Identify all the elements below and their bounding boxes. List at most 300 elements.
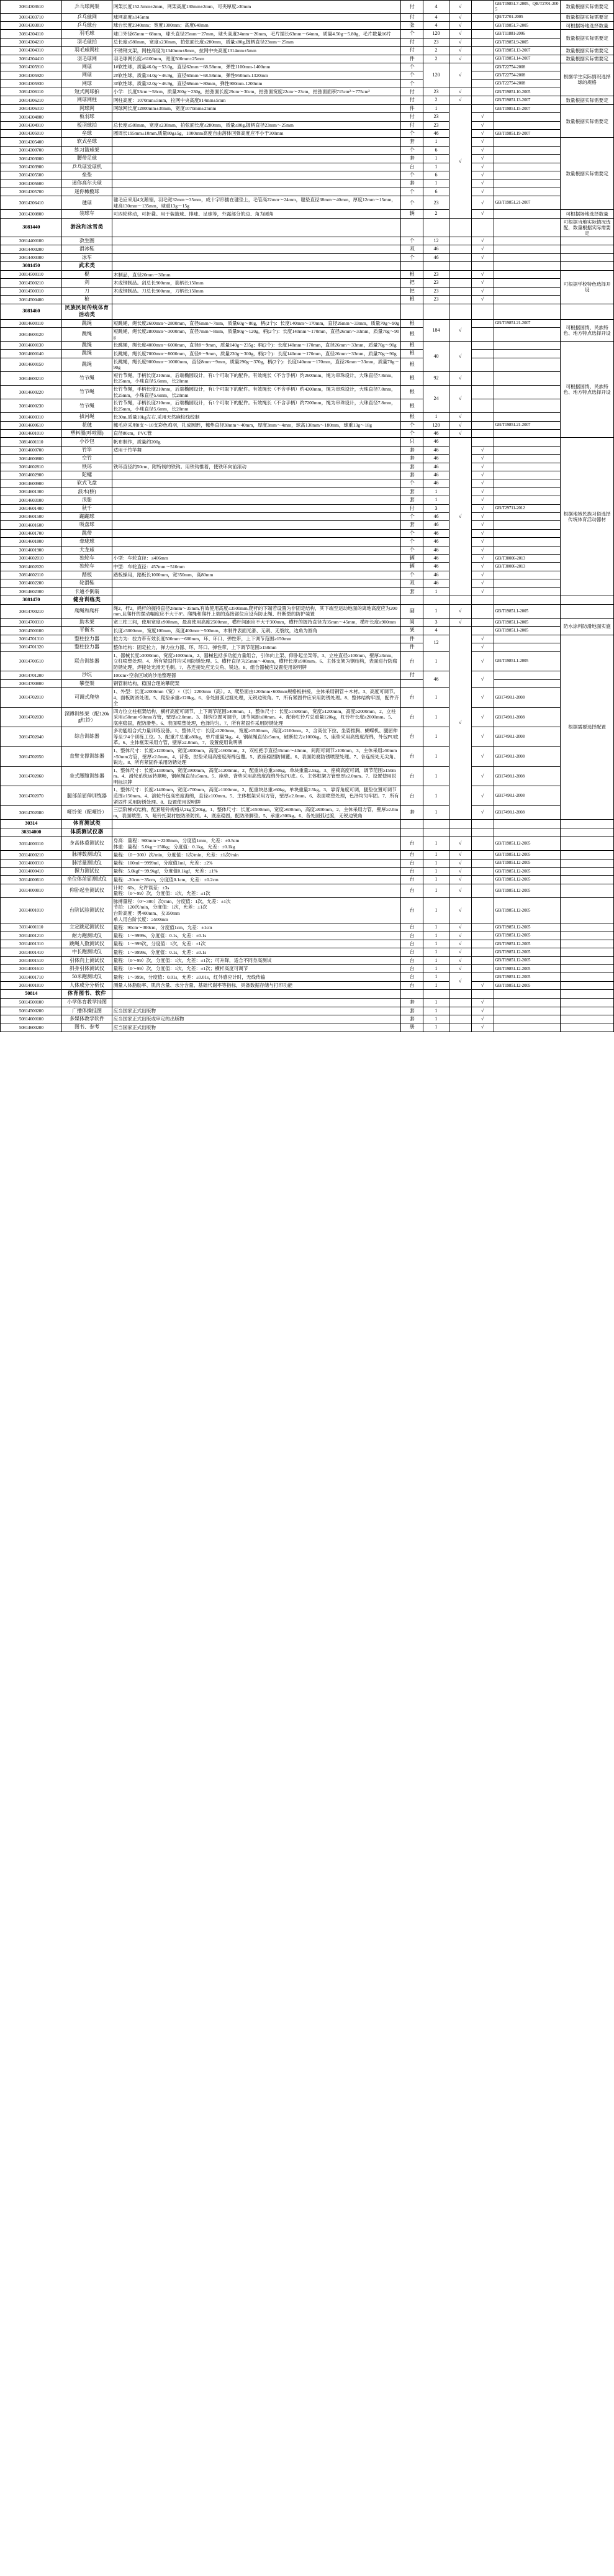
table-row [1,179,614,188]
item-remark-cell [561,245,614,253]
item-name-cell: 体育测试类 [62,820,112,828]
item-name-cell: 板羽球拍 [62,121,112,129]
item-name-cell: 整柱拉力器 [62,643,112,651]
item-name-cell: 武术类 [62,262,112,271]
item-code-cell: 30814305500 [1,171,62,179]
item-quantity-cell: 46 [423,130,449,138]
item-standard-cell [494,146,561,154]
item-code-cell: 30814601500 [1,512,62,520]
table-row [1,727,614,747]
item-remark-cell [561,973,614,981]
item-standard-cell: GB/T19851.12-2005 [494,981,561,989]
item-name-cell: 塑料圈(呼啦圈) [62,430,112,438]
item-code-cell: 30314001610 [1,965,62,973]
item-opt-cell [471,828,494,837]
item-basic-check-cell: √ [449,342,471,372]
item-quantity-cell: 23 [423,296,449,304]
item-unit-cell: 件 [401,643,423,651]
item-unit-cell: 台 [401,948,423,956]
item-standard-cell [494,413,561,421]
item-code-cell: 30814305910 [1,63,62,71]
item-optional-check-cell: √ [471,146,494,154]
item-unit-cell: 辆 [401,563,423,571]
item-code-cell: 30814600230 [1,399,62,413]
item-spec-cell: 量程：5.0kgf～99.9kgf，分度值0.1kgf，允差：±1% [112,867,401,875]
table-row [1,163,614,171]
item-standard-cell [494,342,561,350]
item-basic-check-cell: √ [449,884,471,897]
item-code-cell: 30814602300 [1,587,62,596]
item-code-cell: 30814701320 [1,643,62,651]
item-spec-cell: 球网高度≥145mm [112,13,401,21]
table-row [1,319,614,327]
item-code-cell: 30814700210 [1,604,62,618]
item-standard-cell [494,279,561,287]
item-must-cell [449,596,471,604]
item-name-cell: 冰车 [62,253,112,261]
item-name-cell: 仰卧起坐测试仪 [62,884,112,897]
item-spec-cell [112,179,401,188]
item-quantity-cell: 1 [423,155,449,163]
item-optional-check-cell: √ [471,1015,494,1023]
item-spec-cell: 可四轮移动，可折叠。用于装篮球、排球、足球等，外露部分的边、角为圆角 [112,210,401,218]
item-unit-cell: 个 [401,71,423,79]
item-code-cell: 30314001710 [1,973,62,981]
item-name-cell: 多媒体教学软件 [62,1015,112,1023]
item-standard-cell: GB17498.1-2008 [494,786,561,806]
item-code-cell: 30814300700 [1,146,62,154]
item-basic-check-cell: √ [449,413,471,421]
item-name-cell: 跳绳 [62,358,112,371]
item-unit-cell: 台 [401,727,423,747]
item-code-cell: 30814702030 [1,707,62,727]
item-name-cell: 脉搏数测试仪 [62,851,112,859]
item-opt-cell [471,304,494,319]
item-spec-cell: 四方位立柱框架结构，横杆高度可调节，上下调节范围≥400mm。1、整体尺寸：长度≥1500mm，宽度≥1200mm，高度≥2000mm。2、立柱采用≥50mm×50mm方管，壁厚≥2.0mm。3、挂钩位置可调节，调节间距≤80mm。4、配套杠铃片总重量120kg，杠铃杆长度≥2000mm。5、底座稳固，配防滑垫。6、表面喷塑处理，色泽均匀。7、所有紧固件采用防锈处理 [112,707,401,727]
item-optional-check-cell: √ [471,138,494,146]
item-unit-cell: 根 [401,350,423,358]
item-name-cell: 网球网柱 [62,96,112,104]
table-row [1,430,614,438]
item-unit-cell: 套 [401,496,423,504]
item-standard-cell [494,999,561,1007]
item-code-cell: 30814601400 [1,504,62,512]
item-unit-cell: 个 [401,253,423,261]
item-standard-cell: GB/T19851.12-2005 [494,884,561,897]
item-basic-check-cell [449,279,471,287]
table-row [1,806,614,820]
item-optional-check-cell [471,1,494,14]
item-quantity-cell: 1 [423,948,449,956]
item-optional-check-cell: √ [471,635,494,643]
item-quantity-cell: 23 [423,196,449,210]
table-row [1,923,614,932]
item-spec-cell: 网球网长度12800mm±30mm，宽度1070mm±25mm [112,104,401,112]
item-name-cell: 乒乓球网架 [62,1,112,14]
item-code-cell: 30814600700 [1,446,62,454]
table-row [1,79,614,88]
item-spec-cell: 身高：量程：900mm～2200mm，分度值1mm，允差：±0.5cm 体重：量程：5.0kg～150kg；分度值：0.1kg，允差：±0.1kg [112,837,401,851]
item-basic-check-cell: √ [449,21,471,29]
item-name-cell: 小沙包 [62,438,112,446]
item-standard-cell: GB/T19851.12-2005 [494,948,561,956]
table-row [1,304,614,319]
item-name-cell: 可调式爬垫 [62,687,112,707]
item-quantity-cell: 4 [423,13,449,21]
item-code-cell: 30814600220 [1,386,62,399]
item-code-cell: 30814600800 [1,455,62,463]
item-spec-cell [112,188,401,196]
item-quantity-cell: 3 [423,504,449,512]
item-unit-cell: 台 [401,851,423,859]
item-optional-check-cell [471,342,494,350]
item-optional-check-cell [471,932,494,940]
item-spec-cell [112,479,401,488]
item-spec-cell: 短跳绳，绳长度2800mm～3000mm，直径7mm～8mm，质量90g～120g，柄(2个)：长度140mm～170mm，直径26mm～33mm，质量70g～90g [112,327,401,341]
item-standard-cell [494,521,561,529]
item-name-cell: 腿部前屈伸训练器 [62,786,112,806]
item-spec-cell [112,504,401,512]
item-unit-cell: 个 [401,30,423,38]
item-name-cell: 小学体育教学挂图 [62,999,112,1007]
item-optional-check-cell [471,876,494,884]
item-code-cell: 30814500400 [1,296,62,304]
item-name-cell: 秋千 [62,504,112,512]
item-quantity-cell: 1 [423,940,449,948]
item-unit-cell: 付 [401,504,423,512]
item-remark-cell: 根据地域民族习俗选择传统体育活动器材 [561,438,614,596]
item-basic-check-cell: √ [449,430,471,438]
item-unit-cell: 台 [401,867,423,875]
item-name-cell: 立定跳远测试仪 [62,923,112,932]
item-remark-cell [561,876,614,884]
item-name-cell: 体育图书、软件 [62,990,112,999]
item-code-cell: 30314000310 [1,859,62,867]
item-name-cell: 中长跑测试仪 [62,948,112,956]
item-standard-cell [494,496,561,504]
item-basic-check-cell: √ [449,932,471,940]
item-optional-check-cell [471,88,494,96]
item-unit-cell [401,820,423,828]
item-spec-cell: 测量人体脂肪率、肌肉含量、水分含量、基础代谢率等指标，具备数据存储与打印功能 [112,981,401,989]
item-remark-cell: 可根据场地选择数量 [561,210,614,218]
item-basic-check-cell: √ [449,618,471,626]
item-basic-check-cell: √ [449,38,471,46]
item-optional-check-cell: √ [471,279,494,287]
item-code-cell: 30814601700 [1,529,62,537]
item-optional-check-cell: √ [471,463,494,471]
item-code-cell: 30314000 [1,828,62,837]
item-remark-cell: 可根据国情、民族特色、地方特点选择开设 [561,342,614,438]
item-quantity-cell: 1 [423,999,449,1007]
table-row [1,471,614,479]
item-standard-cell: GB/T19851.12-2005 [494,897,561,923]
item-name-cell: 吸盘球 [62,521,112,529]
item-spec-cell: 羽毛球网长度≥6100mm，宽度500mm±25mm [112,55,401,63]
item-quantity-cell: 46 [423,253,449,261]
item-standard-cell [494,358,561,371]
item-standard-cell: GB/T30006-2013 [494,563,561,571]
item-remark-cell [561,604,614,618]
item-spec-cell: 圆周长195mm±10mm,质量80g±5g，1000mm高度自由落体回弹高度应不小于300mm [112,130,401,138]
item-quantity-cell: 46 [423,479,449,488]
item-standard-cell [494,828,561,837]
item-code-cell: 30814600120 [1,327,62,341]
item-name-cell: 网球 [62,79,112,88]
item-spec-cell: 木制品，直径20mm～30mm [112,271,401,279]
item-spec-cell [112,488,401,496]
item-standard-cell: GB17498.1-2008 [494,727,561,747]
item-code-cell: 30314001410 [1,948,62,956]
item-remark-cell: 数量根据实际需要定 [561,138,614,210]
item-basic-check-cell: √ [449,859,471,867]
item-basic-check-cell: √ [449,104,471,218]
item-standard-cell [494,546,561,554]
table-row [1,358,614,371]
item-standard-cell [494,327,561,341]
item-basic-check-cell [449,296,471,304]
table-row [1,479,614,488]
item-remark-cell: 数量根据实际需要定 [561,13,614,21]
item-spec-cell: 量程：（0～99）次，分度值：1次，允差：±1次；横杆高度可调节 [112,965,401,973]
item-unit-cell: 套 [401,488,423,496]
item-unit-cell: 套 [401,521,423,529]
item-unit-cell: 套 [401,463,423,471]
item-name-cell: 竹竿 [62,446,112,454]
item-quantity-cell: 1 [423,981,449,989]
item-spec-cell: 1、整体尺寸：长度≥1300mm，宽度≥900mm，高度≥1200mm。2、配重块总重≥50kg，单块重量2.5kg。3、座椅高度可调，调节范围≥150mm。4、滑轮系统运转顺畅，钢丝绳直径≥5mm。5、座垫、背垫采用高密度海绵外包PU皮。6、主体框架方管壁厚≥2.0mm。7、设置使用说明标识牌 [112,766,401,786]
item-unit-cell: 根 [401,371,423,385]
item-code-cell: 30314001210 [1,932,62,940]
item-spec-cell: 网架长度152.5mm±2mm，网架高度130mm±2mm，可夹厚度≥30mm [112,1,401,14]
item-standard-cell [494,188,561,196]
item-code-cell: 30814303610 [1,1,62,14]
item-spec-cell: 1、器械长度≥3000mm，宽度≥1000mm。2、器械包括多功能力量组合，引体向上架、仰卧起坐架等。3、立柱直径≥100mm，壁厚≥3mm，立柱喷塑处理。4、所有紧固件均采用防锈处理。5、横杆直径为25mm～40mm，横杆长度≥900mm。6、主体支架为钢结构，表面进行防腐防锈处理，焊接处光滑无毛刺。7、各连接处应无尖角、锐边。8、组合器械应设置使用说明牌 [112,651,401,671]
item-name-cell: 装球车 [62,210,112,218]
table-row [1,21,614,29]
item-spec-cell [112,455,401,463]
item-standard-cell: GB/T19851.12-2005 [494,973,561,981]
item-standard-cell [494,596,561,604]
item-optional-check-cell: √ [471,806,494,820]
item-code-cell: 30814400300 [1,253,62,261]
item-optional-check-cell [471,327,494,341]
item-optional-check-cell [471,923,494,932]
item-basic-check-cell: √ [449,867,471,875]
item-optional-check-cell [471,948,494,956]
table-row [1,635,614,643]
item-code-cell: 30814702070 [1,786,62,806]
table-row [1,554,614,562]
item-unit-cell: 台 [401,163,423,171]
table-row [1,496,614,504]
item-quantity-cell: 46 [423,538,449,546]
item-standard-cell [494,163,561,171]
item-name-cell: 跳绳人数测试仪 [62,940,112,948]
item-standard-cell [494,1023,561,1032]
item-optional-check-cell: √ [471,521,494,529]
item-standard-cell [494,386,561,399]
item-spec-cell: 量程：1～999s，分度值：0.01s，允差：±0.01s，红外感应计时，无线传输 [112,973,401,981]
item-optional-check-cell [471,71,494,79]
item-quantity-cell: 120 [423,30,449,38]
item-unit-cell: 台 [401,707,423,727]
table-row [1,965,614,973]
item-remark-cell [561,940,614,948]
item-unit-cell: 台 [401,940,423,948]
item-basic-check-cell: √ [449,63,471,88]
item-name-cell: 联合训练器 [62,651,112,671]
item-code-cell: 50814600100 [1,1015,62,1023]
table-row [1,262,614,271]
item-unit-cell: 根 [401,413,423,421]
item-code-cell: 30814602110 [1,571,62,579]
item-code-cell: 30814603100 [1,496,62,504]
item-unit-cell: 套 [401,179,423,188]
item-spec-cell: 长30m,质量10kg左右,采用天然麻棕线绞制 [112,413,401,421]
table-row [1,463,614,471]
item-name-cell: 腰带足球 [62,155,112,163]
item-opt-cell [471,990,494,999]
table-row [1,121,614,129]
item-optional-check-cell [471,358,494,371]
table-row [1,104,614,112]
item-quantity-cell: 1 [423,806,449,820]
item-name-cell: 健身训练类 [62,596,112,604]
item-standard-cell: GB/T19851.12-2005 [494,851,561,859]
item-code-cell: 30314000110 [1,837,62,851]
table-row [1,413,614,421]
item-unit-cell: 付 [401,96,423,104]
item-quantity-cell: 1 [423,488,449,496]
item-standard-cell [494,679,561,687]
item-code-cell: 30814500110 [1,271,62,279]
item-optional-check-cell [471,96,494,104]
table-row [1,981,614,989]
table-row [1,973,614,981]
item-code-cell: 30814601900 [1,546,62,554]
item-unit-cell: 付 [401,38,423,46]
item-basic-check-cell: √ [449,627,471,820]
item-basic-check-cell: √ [449,876,471,884]
item-remark-cell [561,948,614,956]
table-row [1,1007,614,1015]
item-standard-cell: QB/T2701-2005 [494,13,561,21]
item-code-cell: 30814600150 [1,358,62,371]
item-qty-cell [423,218,449,237]
item-optional-check-cell: √ [471,130,494,138]
item-unit-cell: 个 [401,512,423,520]
item-spec-cell: 应当国家正式出版物 [112,1023,401,1032]
item-optional-check-cell: √ [471,707,494,727]
item-code-cell: 30814602020 [1,563,62,571]
item-code-cell: 30814500100 [1,627,62,635]
item-spec-cell: 1、整体尺寸：长度≥1200mm，宽度≥800mm，高度≥1600mm。2、双杠把手直径35mm～40mm，间距可调节≥100mm。3、主体采用≥50mm×50mm方管，壁厚≥2.0mm。4、背垫、肘垫采用高密度海绵包覆。5、底座稳固防倾覆。6、表面防腐防锈喷塑处理。7、各连接处无尖角、锐边。8、所有紧固件采用防锈处理 [112,747,401,767]
item-name-cell: 拔河绳 [62,413,112,421]
item-spec-cell: 1#软性球，质量46.0g～53.0g，直径62mm～68.58mm，弹性1100mm-1400mm [112,63,401,71]
item-quantity-cell: 1 [423,884,449,897]
item-code-cell: 30814602810 [1,463,62,471]
table-row [1,529,614,537]
item-spec-cell [112,253,401,261]
item-standard-cell [494,350,561,358]
item-unit-cell: 把 [401,279,423,287]
item-unit-cell: 根 [401,342,423,350]
item-spec-cell [112,579,401,587]
item-unit-cell: 台 [401,687,423,707]
table-row [1,596,614,604]
item-standard-cell [494,210,561,218]
item-code-cell: 50814600200 [1,1023,62,1032]
item-name-cell: 跳带 [62,529,112,537]
item-unit-cell: 件 [401,104,423,112]
item-quantity-cell: 23 [423,121,449,129]
item-optional-check-cell: √ [471,113,494,121]
item-standard-cell [494,587,561,596]
item-optional-check-cell: √ [471,643,494,651]
item-standard-cell [494,296,561,304]
item-code-cell: 30814306310 [1,104,62,112]
item-spec-cell [112,146,401,154]
item-quantity-cell: 46 [423,446,449,454]
item-spec-cell: 计时：60s，允许误差：±3s 量程：（0～99）次，分度值：1次，允差：±1次 [112,884,401,897]
item-name-cell: 乒乓球台 [62,21,112,29]
item-standard-cell: GB/T19851.12-2005 [494,876,561,884]
item-unit-cell: 副 [401,604,423,618]
item-spec-cell: 长竹节绳，手柄长度210mm，后端椭圆设计，有1个可取下的配件。有效绳长（不含手柄）约7200mm，绳为串珠设计，大珠直径7.8mm，长25mm，小珠直径5.6mm，长20mm [112,399,401,413]
item-quantity-cell: 1 [423,687,449,707]
item-unit-cell: 台 [401,786,423,806]
item-basic-check-cell: √ [449,47,471,55]
item-code-cell: 3081440 [1,218,62,237]
item-optional-check-cell: √ [471,563,494,571]
item-standard-cell: GB/T22754-2008 [494,71,561,79]
item-spec-cell: 2#软性球，质量34.0g～46.9g，直径60mm～68.58mm，弹性950mm-1320mm [112,71,401,79]
item-spec-cell [112,521,401,529]
item-name-cell: 助木架 [62,618,112,626]
item-unit-cell: 双 [401,245,423,253]
item-qty-cell [423,828,449,837]
item-unit-cell: 把 [401,287,423,295]
table-row [1,279,614,287]
item-optional-check-cell: √ [471,479,494,488]
item-unit-cell [401,828,423,837]
item-remark-cell [561,253,614,261]
item-name-cell: 握力测试仪 [62,867,112,875]
item-name-cell: 身高体重测试仪 [62,837,112,851]
item-optional-check-cell: √ [471,571,494,579]
item-standard-cell: GB17498.1-2008 [494,806,561,820]
item-quantity-cell: 4 [423,627,449,635]
item-standard-cell [494,155,561,163]
item-optional-check-cell: √ [471,546,494,554]
item-spec-cell [112,218,401,237]
item-name-cell: 浪船 [62,496,112,504]
item-name-cell: 踏板 [62,571,112,579]
item-standard-cell [494,463,561,471]
item-spec-cell: 帆布制作，质量约200g [112,438,401,446]
item-spec-cell [112,990,401,999]
item-name-cell: 攀登架 [62,679,112,687]
item-basic-check-cell: √ [449,837,471,851]
table-row [1,488,614,496]
item-quantity-cell: 1 [423,837,449,851]
item-spec-cell: 长跳绳，绳长度7000mm～8000mm，直径8～9mm，质量230g～300g，柄(2个)：长度140mm～170mm，直径26mm～33mm，质量70g～90g [112,350,401,358]
item-optional-check-cell [471,413,494,421]
item-basic-check-cell [449,237,471,245]
item-basic-check-cell: √ [449,386,471,413]
table-row [1,679,614,687]
